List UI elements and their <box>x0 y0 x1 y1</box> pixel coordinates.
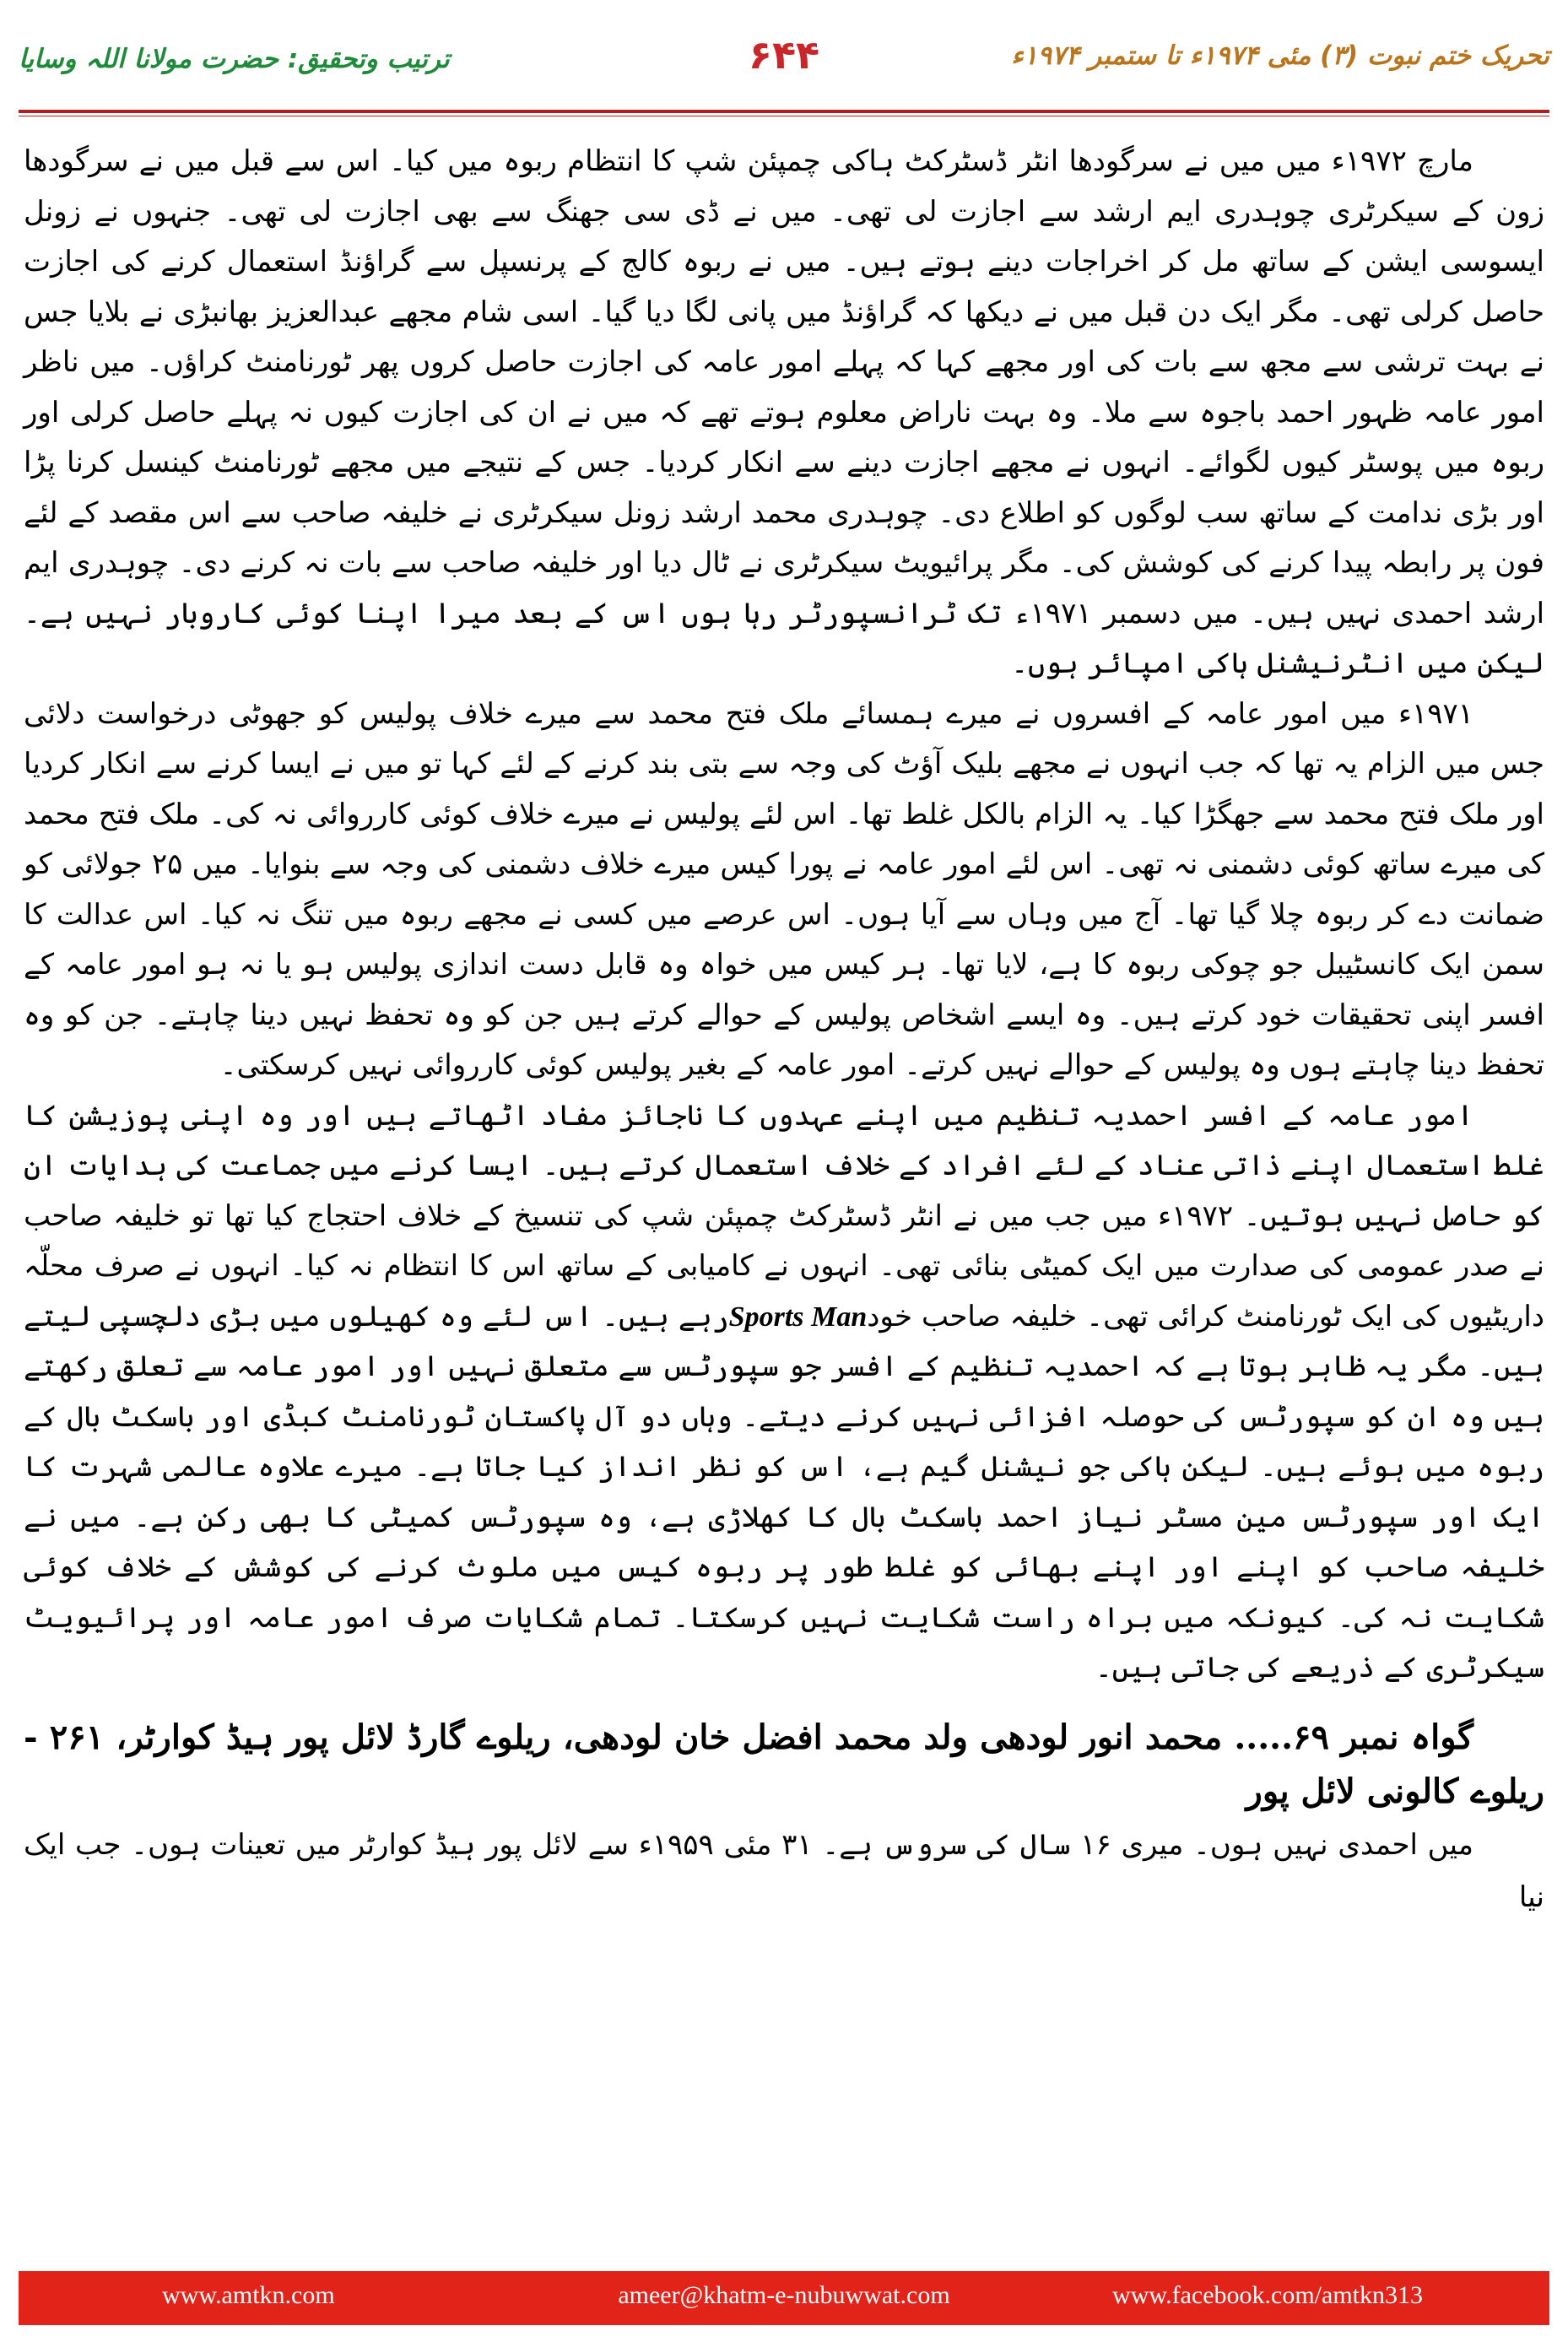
page-header <box>19 29 1549 95</box>
document-page <box>19 29 1549 2325</box>
sports-man-term: Sports Man <box>728 1301 868 1333</box>
website-link[interactable]: www.amtkn.com <box>162 2281 335 2309</box>
email-link[interactable]: ameer@khatm-e-nubuwwat.com <box>618 2281 950 2309</box>
paragraph-3-text: امور عامہ کے افسر احمدیہ تنظیم میں اپنے عہدوں کا ناجائز مفاد اٹھاتے ہیں اور وہ اپنی پوزیشن کا غلط استعمال اپنے ذاتی عناد کے لئے افراد کے خلاف استعمال کرتے ہیں۔ ایسا کرنے میں جماعت کی ہدایات ان کو حاصل نہیں ہوتیں۔ ۱۹۷۲ء میں جب میں نے انٹر ڈسٹرکٹ چمپئن شپ کی تنسیخ کے خلاف احتجاج کیا تھا تو خلیفہ صاحب نے صدر عمومی کی صدارت میں ایک کمیٹی بنائی تھی۔ انہوں نے کامیابی کے ساتھ اس کا انتظام نہ کیا۔ انہوں نے صرف محلّہ داریٹیوں کی ایک ٹورنامنٹ کرائی تھی۔ خلیفہ صاحب خود <box>24 1098 1544 1333</box>
page-footer <box>19 2271 1549 2325</box>
compiler-credit: ترتیب وتحقیق: حضرت مولانا اللہ وسایا <box>19 44 450 74</box>
witness-statement: میں احمدی نہیں ہوں۔ میری ۱۶ سال کی سروس ہے۔ ۳۱ مئی ۱۹۵۹ء سے لائل پور ہیڈ کوارٹر میں تعینات ہوں۔ جب ایک نیا <box>24 1827 1544 1914</box>
book-title: تحریک ختم نبوت (۳) مئی ۱۹۷۴ء تا ستمبر ۱۹۷۴ء <box>1011 41 1549 71</box>
paragraph-3 <box>24 1091 1544 1694</box>
facebook-link[interactable]: www.facebook.com/amtkn313 <box>1112 2281 1423 2309</box>
paragraph-1: مارچ ۱۹۷۲ء میں میں نے سرگودھا انٹر ڈسٹرکٹ ہاکی چمپئن شپ کا انتظام ربوہ میں کیا۔ اس سے قبل میں نے سرگودھا زون کے سیکرٹری چوہدری ایم ارشد سے اجازت لی تھی۔ میں نے ڈی سی جھنگ سے بھی اجازت لی تھی۔ جنہوں نے زونل ایسوسی ایشن کے ساتھ مل کر اخراجات دینے ہوتے ہیں۔ میں نے ربوہ کالج کے پرنسپل سے گراؤنڈ استعمال کرنے کی اجازت حاصل کرلی تھی۔ مگر ایک دن قبل میں نے دیکھا کہ گراؤنڈ میں پانی لگا دیا گیا۔ اسی شام مجھے عبدالعزیز بھانبڑی نے بلایا جس نے بہت ترشی سے مجھ سے بات کی اور مجھے کہا کہ پہلے امور عامہ کی اجازت حاصل کروں پھر ٹورنامنٹ کراؤں۔ میں ناظر امور عامہ ظہور احمد باجوہ سے ملا۔ وہ بہت ناراض معلوم ہوتے تھے کہ میں نے ان کی اجازت کیوں نہ پہلے حاصل کرلی اور ربوہ میں پوسٹر کیوں لگوائے۔ انہوں نے مجھے اجازت دینے سے انکار کردیا۔ جس کے نتیجے میں مجھے ٹورنامنٹ کینسل کرنا پڑا اور بڑی ندامت کے ساتھ سب لوگوں کو اطلاع دی۔ چوہدری محمد ارشد زونل سیکرٹری نے خلیفہ صاحب سے اس مقصد کے لئے فون پر رابطہ پیدا کرنے کی کوشش کی۔ مگر پرائیویٹ سیکرٹری نے ٹال دیا اور خلیفہ صاحب سے بات نہ کرنے دی۔ چوہدری ایم ارشد احمدی نہیں ہیں۔ میں دسمبر ۱۹۷۱ء تک ٹرانسپورٹر رہا ہوں اس کے بعد میرا اپنا کوئی کاروبار نہیں ہے۔ لیکن میں انٹرنیشنل ہاکی امپائر ہوں۔ <box>24 144 1545 680</box>
page-number: ۶۴۴ <box>748 32 820 78</box>
paragraph-2: ۱۹۷۱ء میں امور عامہ کے افسروں نے میرے ہمسائے ملک فتح محمد سے میرے خلاف پولیس کو جھوٹی درخواست دلائی جس میں الزام یہ تھا کہ جب انہوں نے مجھے بلیک آؤٹ کی وجہ سے بتی بند کرنے کے لئے کہا تو میں نے ایسا کرنے سے انکار کردیا اور ملک فتح محمد سے جھگڑا کیا۔ یہ الزام بالکل غلط تھا۔ اس لئے پولیس نے میرے خلاف کوئی کارروائی نہ کی۔ ملک فتح محمد کی میرے ساتھ کوئی دشمنی نہ تھی۔ اس لئے امور عامہ نے پورا کیس میرے خلاف دشمنی کی وجہ سے بنوایا۔ میں ۲۵ جولائی کو ضمانت دے کر ربوہ چلا گیا تھا۔ آج میں وہاں سے آیا ہوں۔ اس عرصے میں کسی نے مجھے ربوہ میں تنگ نہ کیا۔ اس عدالت کا سمن ایک کانسٹیبل جو چوکی ربوہ کا ہے، لایا تھا۔ ہر کیس میں خواہ وہ قابل دست اندازی پولیس ہو یا نہ ہو امور عامہ کے افسر اپنی تحقیقات خود کرتے ہیں۔ وہ ایسے اشخاص پولیس کے حوالے کرتے ہیں جن کو وہ تحفظ نہیں دینا چاہتے۔ جن کو وہ تحفظ دینا چاہتے ہوں وہ پولیس کے حوالے نہیں کرتے۔ امور عامہ کے بغیر پولیس کوئی کارروائی نہیں کرسکتی۔ <box>24 696 1545 1082</box>
header-divider <box>19 110 1549 113</box>
witness-heading: گواہ نمبر ۶۹..... محمد انور لودھی ولد محمد افضل خان لودھی، ریلوے گارڈ لائل پور ہیڈ کوارٹر، ۲۶۱ - ریلوے کالونی لائل پور <box>24 1717 1544 1811</box>
paragraph-3-continued: رہے ہیں۔ اس لئے وہ کھیلوں میں بڑی دلچسپی لیتے ہیں۔ مگر یہ ظاہر ہوتا ہے کہ احمدیہ تنظیم کے افسر جو سپورٹس سے متعلق نہیں اور امور عامہ سے تعلق رکھتے ہیں وہ ان کو سپورٹس کی حوصلہ افزائی نہیں کرنے دیتے۔ وہاں دو آل پاکستان ٹورنامنٹ کبڈی اور باسکٹ بال کے ربوہ میں ہوئے ہیں۔ لیکن ہاکی جو نیشنل گیم ہے، اس کو نظر انداز کیا جاتا ہے۔ میرے علاوہ عالمی شہرت کا ایک اور سپورٹس مین مسٹر نیاز احمد باسکٹ بال کا کھلاڑی ہے، وہ سپورٹس کمیٹی کا بھی رکن ہے۔ میں نے خلیفہ صاحب کو اپنے اور اپنے بھائی کو غلط طور پر ربوہ کیس میں ملوث کرنے کی کوشش کے خلاف کوئی شکایت نہ کی۔ کیونکہ میں براہ راست شکایت نہیں کرسکتا۔ تمام شکایات صرف امور عامہ اور پرائیویٹ سیکرٹری کے ذریعے کی جاتی ہیں۔ <box>24 1299 1544 1685</box>
page-body <box>24 137 1544 1923</box>
